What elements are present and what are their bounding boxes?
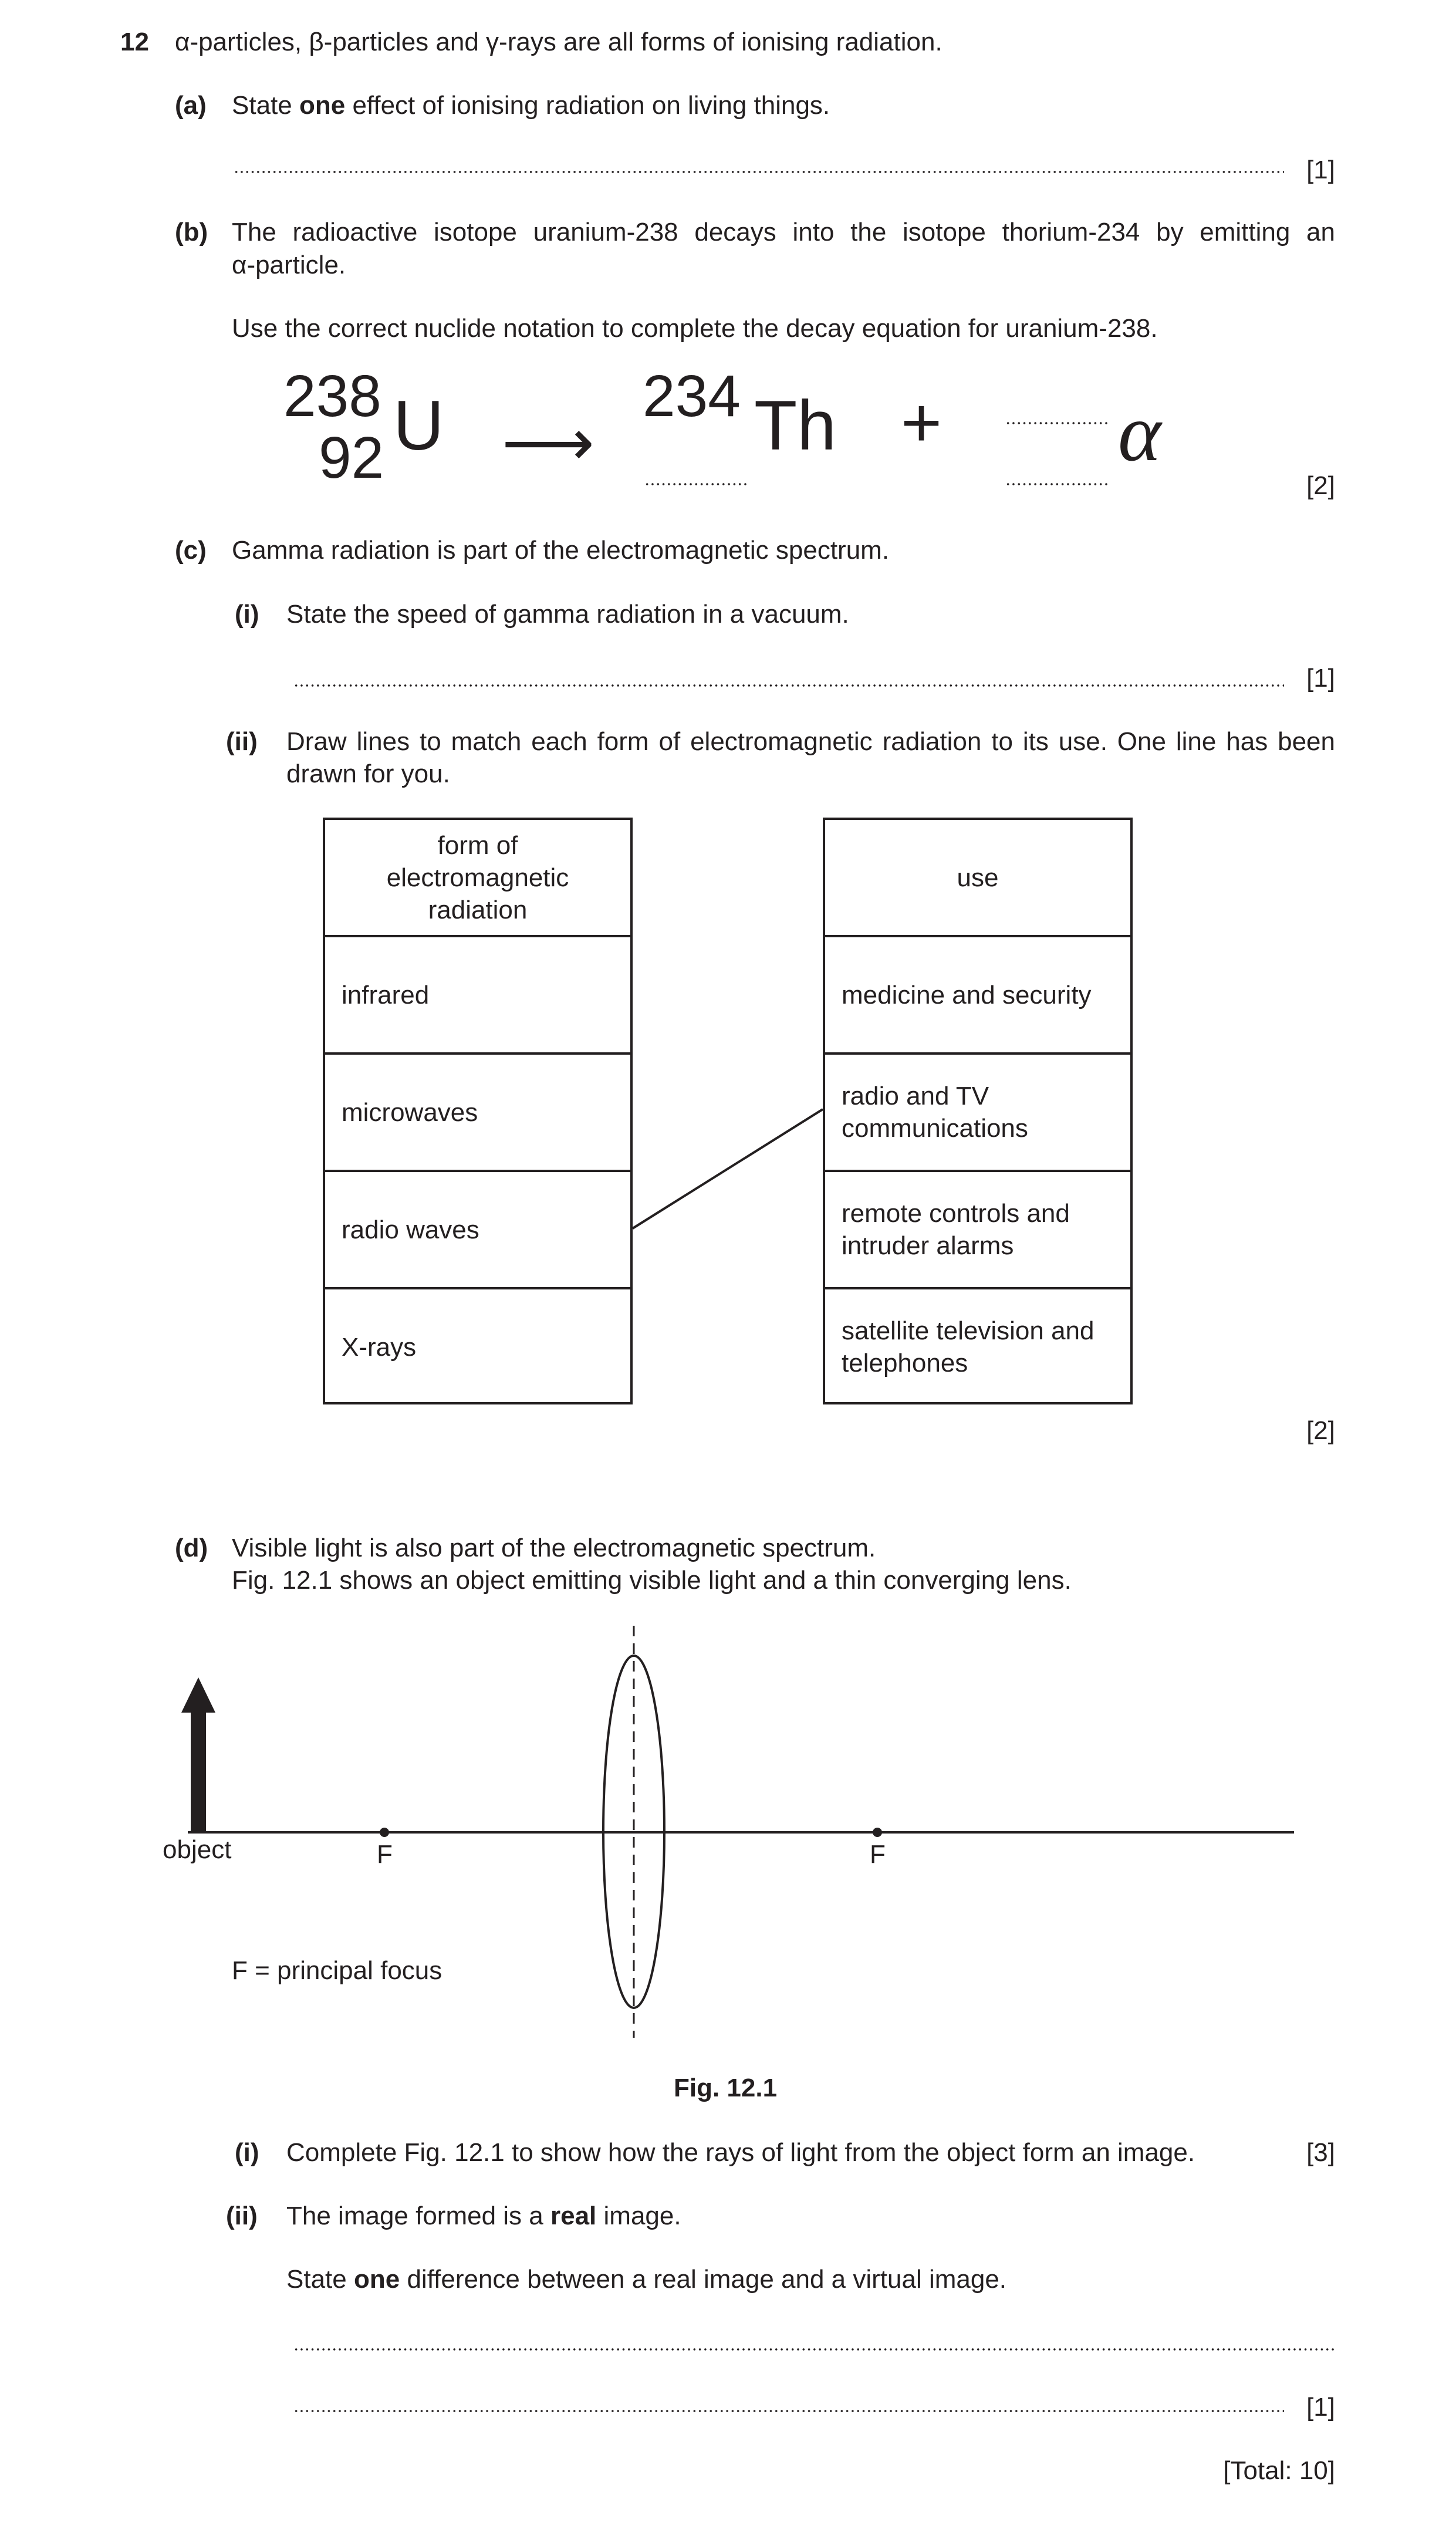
part-d-line2: Fig. 12.1 shows an object emitting visible light and a thin converging lens. <box>232 1566 1072 1595</box>
arrow-icon: ⟶ <box>502 407 594 479</box>
thorium-mass-number: 234 <box>643 363 741 429</box>
part-a-label: (a) <box>175 91 207 120</box>
radiation-form-microwaves[interactable]: microwaves <box>325 1052 630 1170</box>
thorium-symbol: Th <box>754 386 837 465</box>
question-intro: α-particles, β-particles and γ-rays are all forms of ionising radiation. <box>175 28 942 56</box>
radiation-form-header: form of electromagnetic radiation <box>386 830 569 924</box>
object-label: object <box>163 1835 232 1864</box>
part-d-ii-marks: [1] <box>1306 2393 1335 2422</box>
part-d-label: (d) <box>175 1534 208 1562</box>
example-match-line <box>633 1109 823 1228</box>
use-radio-tv[interactable]: radio and TV communications <box>825 1052 1130 1170</box>
part-a-marks: [1] <box>1306 156 1335 184</box>
focus-label-right: F <box>870 1840 886 1869</box>
part-d-ii-answer-line-1[interactable] <box>293 2348 1335 2351</box>
part-c-label: (c) <box>175 536 207 565</box>
focus-label-left: F <box>377 1840 393 1869</box>
lens-figure[interactable] <box>0 1608 1456 2054</box>
radiation-form-x-rays[interactable]: X-rays <box>325 1287 630 1404</box>
uranium-mass-number: 238 <box>283 363 381 429</box>
part-d-ii-text: The image formed is a real image. <box>286 2202 681 2230</box>
part-b-marks: [2] <box>1306 471 1335 500</box>
plus-sign: + <box>901 383 942 462</box>
part-d-ii-question: State one difference between a real image and a virtual image. <box>286 2265 1007 2294</box>
part-c-text: Gamma radiation is part of the electromagnetic spectrum. <box>232 536 890 565</box>
uranium-atomic-number: 92 <box>319 425 384 491</box>
figure-caption: Fig. 12.1 <box>674 2074 778 2102</box>
use-medicine-security[interactable]: medicine and security <box>825 935 1130 1052</box>
part-d-i-text: Complete Fig. 12.1 to show how the rays of light from the object form an image. <box>286 2138 1195 2167</box>
part-d-i-label: (i) <box>235 2138 259 2167</box>
part-d-i-marks: [3] <box>1306 2138 1335 2167</box>
part-c-i-text: State the speed of gamma radiation in a vacuum. <box>286 600 849 629</box>
part-b-line2: α-particle. <box>232 251 346 279</box>
question-number: 12 <box>120 28 149 56</box>
focus-key: F = principal focus <box>232 1956 442 1985</box>
part-c-ii-line2: drawn for you. <box>286 759 450 788</box>
object-arrow-head <box>181 1677 215 1713</box>
part-d-ii-label: (ii) <box>226 2202 258 2230</box>
part-c-i-label: (i) <box>235 600 259 629</box>
part-b-label: (b) <box>175 218 208 247</box>
uranium-symbol: U <box>393 386 444 465</box>
radiation-use-header: use <box>957 863 999 892</box>
part-c-ii-label: (ii) <box>226 727 258 756</box>
part-c-ii-marks: [2] <box>1306 1416 1335 1445</box>
total-marks: [Total: 10] <box>1223 2456 1335 2485</box>
part-b-instruction: Use the correct nuclide notation to complete the decay equation for uranium-238. <box>232 314 1158 343</box>
part-c-ii-line1: Draw lines to match each form of electromagnetic radiation to its use. One line has been <box>286 727 1335 756</box>
alpha-symbol: α <box>1118 387 1161 478</box>
radiation-form-infrared[interactable]: infrared <box>325 935 630 1052</box>
part-a-question: State one effect of ionising radiation on living things. <box>232 91 830 120</box>
part-b-line1: The radioactive isotope uranium-238 decays into the isotope thorium-234 by emitting an <box>232 218 1335 247</box>
focus-point-right <box>873 1828 882 1837</box>
part-c-i-marks: [1] <box>1306 664 1335 693</box>
part-d-line1: Visible light is also part of the electromagnetic spectrum. <box>232 1534 876 1562</box>
part-d-ii-answer-line-2[interactable] <box>293 2409 1284 2413</box>
use-satellite[interactable]: satellite television and telephones <box>825 1287 1130 1404</box>
object-arrow-shaft <box>191 1708 206 1832</box>
focus-point-left <box>380 1828 389 1837</box>
radiation-form-radio-waves[interactable]: radio waves <box>325 1170 630 1287</box>
use-remote-controls[interactable]: remote controls and intruder alarms <box>825 1170 1130 1287</box>
